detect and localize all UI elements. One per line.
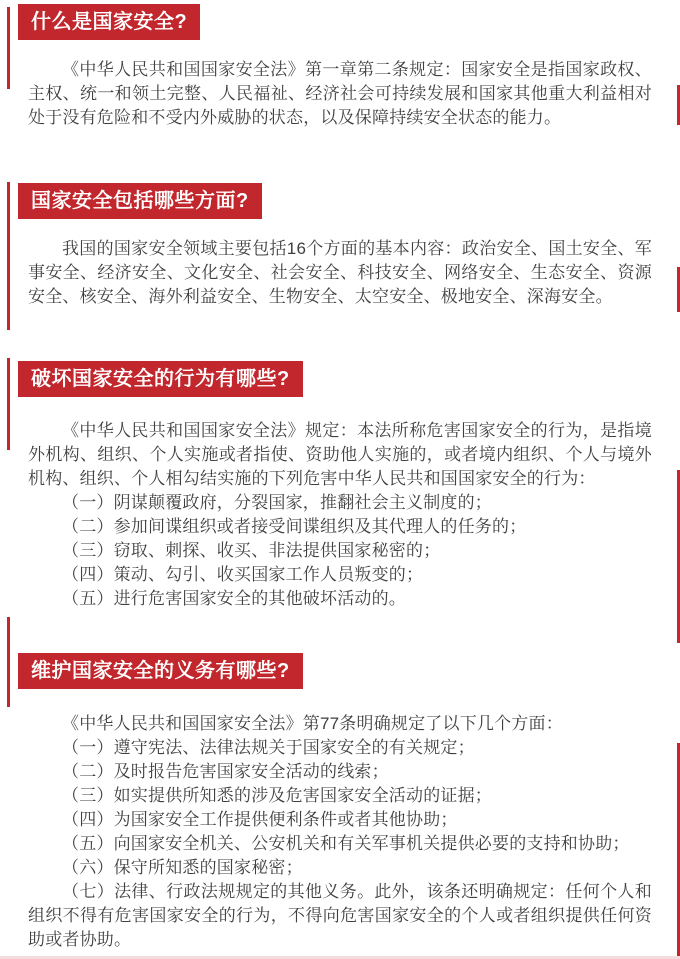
list-item-paragraph: （三）如实提供所知悉的涉及危害国家安全活动的证据；	[62, 786, 492, 805]
section-title-banner: 国家安全包括哪些方面?	[18, 183, 262, 219]
paragraph: 《中华人民共和国国家安全法》第77条明确规定了以下几个方面：	[62, 714, 563, 733]
list-item-paragraph: （二）及时报告危害国家安全活动的线索；	[62, 762, 389, 781]
section-acts-endangering-national-security	[0, 361, 680, 611]
paragraph: 我国的国家安全领域主要包括16个方面的基本内容：政治安全、国土安全、军事安全、经济安全、文化安全、社会安全、科技安全、网络安全、生态安全、资源安全、核安全、海外利益安全、生物安全、太空安全、极地安全、深海安全。	[28, 239, 652, 306]
list-item-paragraph: （七）法律、行政法规规定的其他义务。此外，该条还明确规定：任何个人和组织不得有危害国家安全的行为，不得向危害国家安全的个人或者组织提供任何资助或者协助。	[28, 882, 652, 949]
list-item-paragraph: （一）阴谋颠覆政府，分裂国家，推翻社会主义制度的；	[62, 493, 492, 512]
section-what-is-national-security	[0, 4, 680, 130]
section-title-banner: 什么是国家安全?	[18, 4, 200, 40]
section-title-banner: 维护国家安全的义务有哪些?	[18, 653, 303, 689]
list-item-paragraph: （四）为国家安全工作提供便利条件或者其他协助；	[62, 810, 458, 829]
section-aspects-of-national-security	[0, 183, 680, 309]
section-title-banner: 破坏国家安全的行为有哪些?	[18, 361, 303, 397]
list-item-paragraph: （四）策动、勾引、收买国家工作人员叛变的；	[62, 565, 424, 584]
paragraph: 《中华人民共和国国家安全法》第一章第二条规定：国家安全是指国家政权、主权、统一和领土完整、人民福祉、经济社会可持续发展和国家其他重大利益相对处于没有危险和不受内外威胁的状态，以及保障持续安全状态的能力。	[28, 60, 652, 127]
list-item-paragraph: （六）保守所知悉的国家秘密；	[62, 858, 303, 877]
list-item-paragraph: （二）参加间谍组织或者接受间谍组织及其代理人的任务的；	[62, 517, 527, 536]
list-item-paragraph: （一）遵守宪法、法律法规关于国家安全的有关规定；	[62, 738, 475, 757]
section1-left-accent-line	[7, 7, 10, 89]
list-item-paragraph: （三）窃取、刺探、收买、非法提供国家秘密的；	[62, 541, 441, 560]
section2-left-accent-line	[7, 182, 10, 330]
section4-left-accent-line	[7, 617, 10, 707]
section-obligations-to-safeguard-national-security	[0, 653, 680, 952]
paragraph: 《中华人民共和国国家安全法》规定：本法所称危害国家安全的行为，是指境外机构、组织、个人实施或者指使、资助他人实施的，或者境内组织、个人与境外机构、组织、个人相勾结实施的下列危害中华人民共和国国家安全的行为：	[28, 421, 652, 488]
section3-left-accent-line	[7, 358, 10, 450]
list-item-paragraph: （五）进行危害国家安全的其他破坏活动的。	[62, 589, 406, 608]
list-item-paragraph: （五）向国家安全机关、公安机关和有关军事机关提供必要的支持和协助；	[62, 834, 630, 853]
